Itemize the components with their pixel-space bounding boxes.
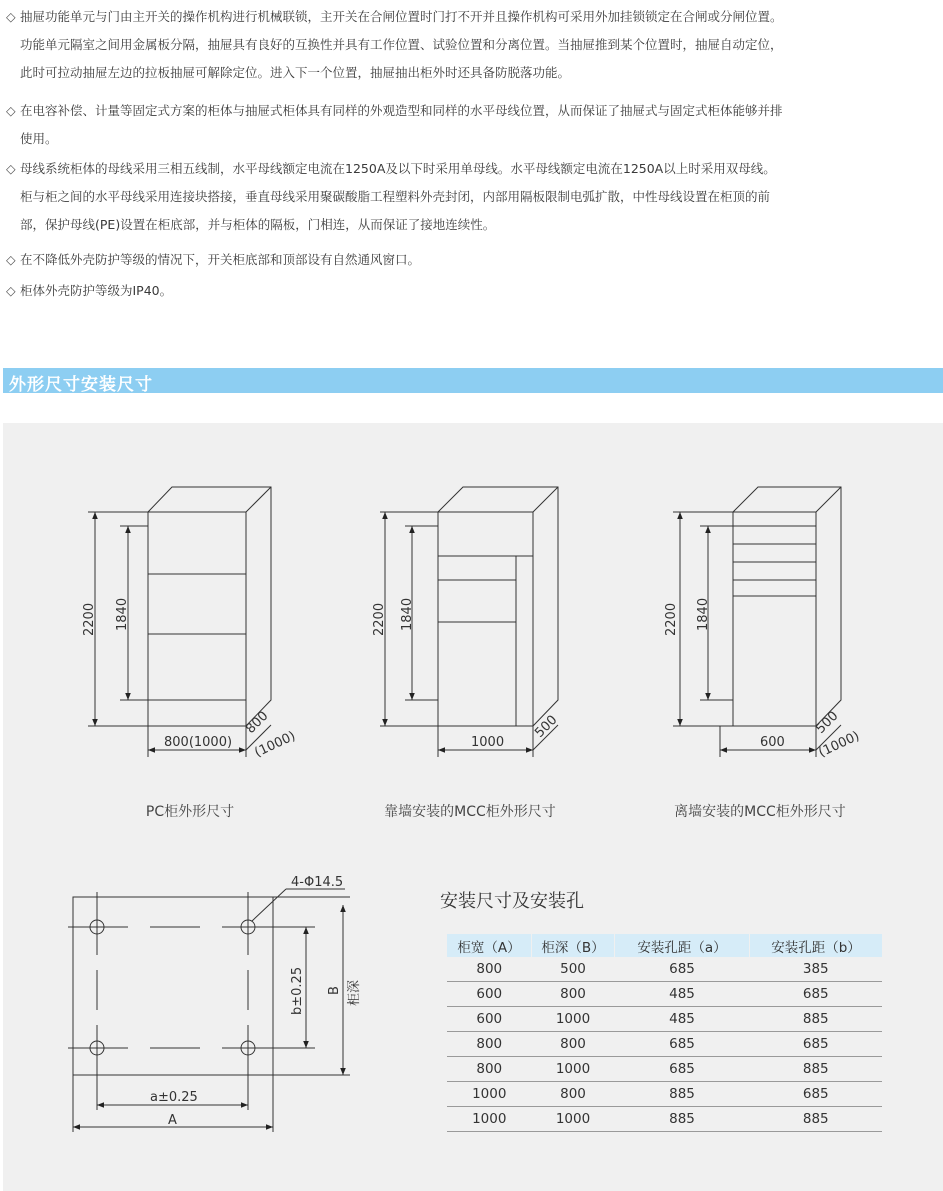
header-cell: 柜深（B）: [532, 934, 615, 957]
table-cell: 500: [532, 957, 615, 982]
mcc-free-caption: 离墙安装的MCC柜外形尺寸: [674, 804, 846, 820]
table-cell: 800: [532, 982, 615, 1007]
bullet-line: 使用。: [20, 131, 58, 146]
table-cell: 885: [750, 1057, 883, 1082]
table-cell: 685: [750, 1082, 883, 1107]
mcc-free-inner-height-label: 1840: [696, 597, 711, 631]
pc-depth-alt-label: (1000): [252, 728, 298, 761]
mounting-plan-drawing: [68, 889, 350, 1132]
bullet-mark: ◇: [6, 103, 16, 118]
pc-inner-height-label: 1840: [115, 597, 130, 631]
bullet-line: 柜体外壳防护等级为IP40。: [20, 283, 173, 298]
table-cell: 885: [615, 1082, 750, 1107]
table-cell: 800: [447, 957, 532, 982]
mcc-wall-width-label: 1000: [471, 735, 505, 750]
table-cell: 885: [750, 1007, 883, 1032]
table-cell: 685: [615, 1057, 750, 1082]
depth-dimension-label: 柜深: [347, 979, 362, 1006]
pc-width-label: 800(1000): [164, 735, 233, 750]
bullet-line: 此时可拉动抽屉左边的拉板抽屉可解除定位。进入下一个位置，抽屉抽出柜外时还具备防脱落功能。: [20, 65, 571, 80]
B-dimension-label: B: [327, 986, 342, 995]
table-cell: 800: [532, 1032, 615, 1057]
table-cell: 885: [615, 1107, 750, 1132]
table-header-row: [447, 934, 882, 957]
table-cell: 600: [447, 982, 532, 1007]
mcc-free-height-label: 2200: [664, 602, 679, 636]
header-cell: 安装孔距（b）: [750, 934, 883, 957]
table-cell: 685: [615, 1032, 750, 1057]
table-cell: 685: [615, 957, 750, 982]
table-cell: 685: [750, 982, 883, 1007]
table-cell: 1000: [532, 1107, 615, 1132]
mounting-table: [447, 934, 882, 1132]
section-title: 外形尺寸安装尺寸: [9, 375, 153, 395]
table-cell: 800: [447, 1032, 532, 1057]
bullet-line: 抽屉功能单元与门由主开关的操作机构进行机械联锁，主开关在合闸位置时门打不开并且操作机构可采用外加挂锁锁定在合闸或分闸位置。: [20, 9, 783, 24]
bullet-mark: ◇: [6, 9, 16, 24]
mcc-wall-caption: 靠墙安装的MCC柜外形尺寸: [384, 804, 556, 820]
mcc-wall-depth-label: 500: [532, 712, 561, 741]
table-row: [447, 1032, 882, 1057]
table-row: [447, 982, 882, 1007]
table-row: [447, 957, 882, 982]
A-dimension-label: A: [168, 1113, 177, 1128]
table-row: [447, 1082, 882, 1107]
table-row: [447, 1107, 882, 1132]
table-cell: 600: [447, 1007, 532, 1032]
bullet-mark: ◇: [6, 283, 16, 298]
table-cell: 1000: [532, 1057, 615, 1082]
table-cell: 385: [750, 957, 883, 982]
a-dimension-label: a±0.25: [150, 1090, 198, 1105]
table-cell: 485: [615, 982, 750, 1007]
header-cell: 柜宽（A）: [447, 934, 532, 957]
pc-height-label: 2200: [82, 602, 97, 636]
table-cell: 885: [750, 1107, 883, 1132]
table-cell: 1000: [532, 1007, 615, 1032]
bullet-line: 母线系统柜体的母线采用三相五线制，水平母线额定电流在1250A及以下时采用单母线。水平母线额定电流在1250A以上时采用双母线。: [20, 161, 776, 176]
table-row: [447, 1007, 882, 1032]
mcc-free-depth-alt-label: (1000): [816, 728, 862, 761]
table-cell: 485: [615, 1007, 750, 1032]
mcc-wall-inner-height-label: 1840: [400, 597, 415, 631]
bullet-line: 在不降低外壳防护等级的情况下，开关柜底部和顶部设有自然通风窗口。: [20, 252, 421, 267]
table-cell: 800: [447, 1057, 532, 1082]
pc-caption: PC柜外形尺寸: [145, 804, 235, 820]
bullet-line: 功能单元隔室之间用金属板分隔，抽屉具有良好的互换性并具有工作位置、试验位置和分离位置。当抽屉推到某个位置时，抽屉自动定位，: [20, 37, 783, 52]
bullet-mark: ◇: [6, 252, 16, 267]
mcc-free-width-label: 600: [760, 735, 785, 750]
table-title: 安装尺寸及安装孔: [440, 891, 584, 912]
table-row: [447, 1057, 882, 1082]
table-cell: 685: [750, 1032, 883, 1057]
bullet-line: 柜与柜之间的水平母线采用连接块搭接，垂直母线采用聚碳酸脂工程塑料外壳封闭，内部用隔板限制电弧扩散，中性母线设置在柜顶的前: [20, 189, 771, 204]
table-cell: 1000: [447, 1082, 532, 1107]
pc-depth-label: 800: [243, 708, 272, 737]
header-cell: 安装孔距（a）: [615, 934, 750, 957]
holes-label: 4-Φ14.5: [291, 875, 344, 890]
bullet-line: 部，保护母线(PE)设置在柜底部，并与柜体的隔板，门相连，从而保证了接地连续性。: [20, 217, 496, 232]
bullet-mark: ◇: [6, 161, 16, 176]
b-dimension-label: b±0.25: [290, 966, 305, 1015]
table-cell: 1000: [447, 1107, 532, 1132]
table-cell: 800: [532, 1082, 615, 1107]
mcc-wall-height-label: 2200: [372, 602, 387, 636]
bullet-line: 在电容补偿、计量等固定式方案的柜体与抽屉式柜体具有同样的外观造型和同样的水平母线位置，从而保证了抽屉式与固定式柜体能够并排: [20, 103, 783, 118]
mcc-free-depth-label: 500: [813, 708, 842, 737]
